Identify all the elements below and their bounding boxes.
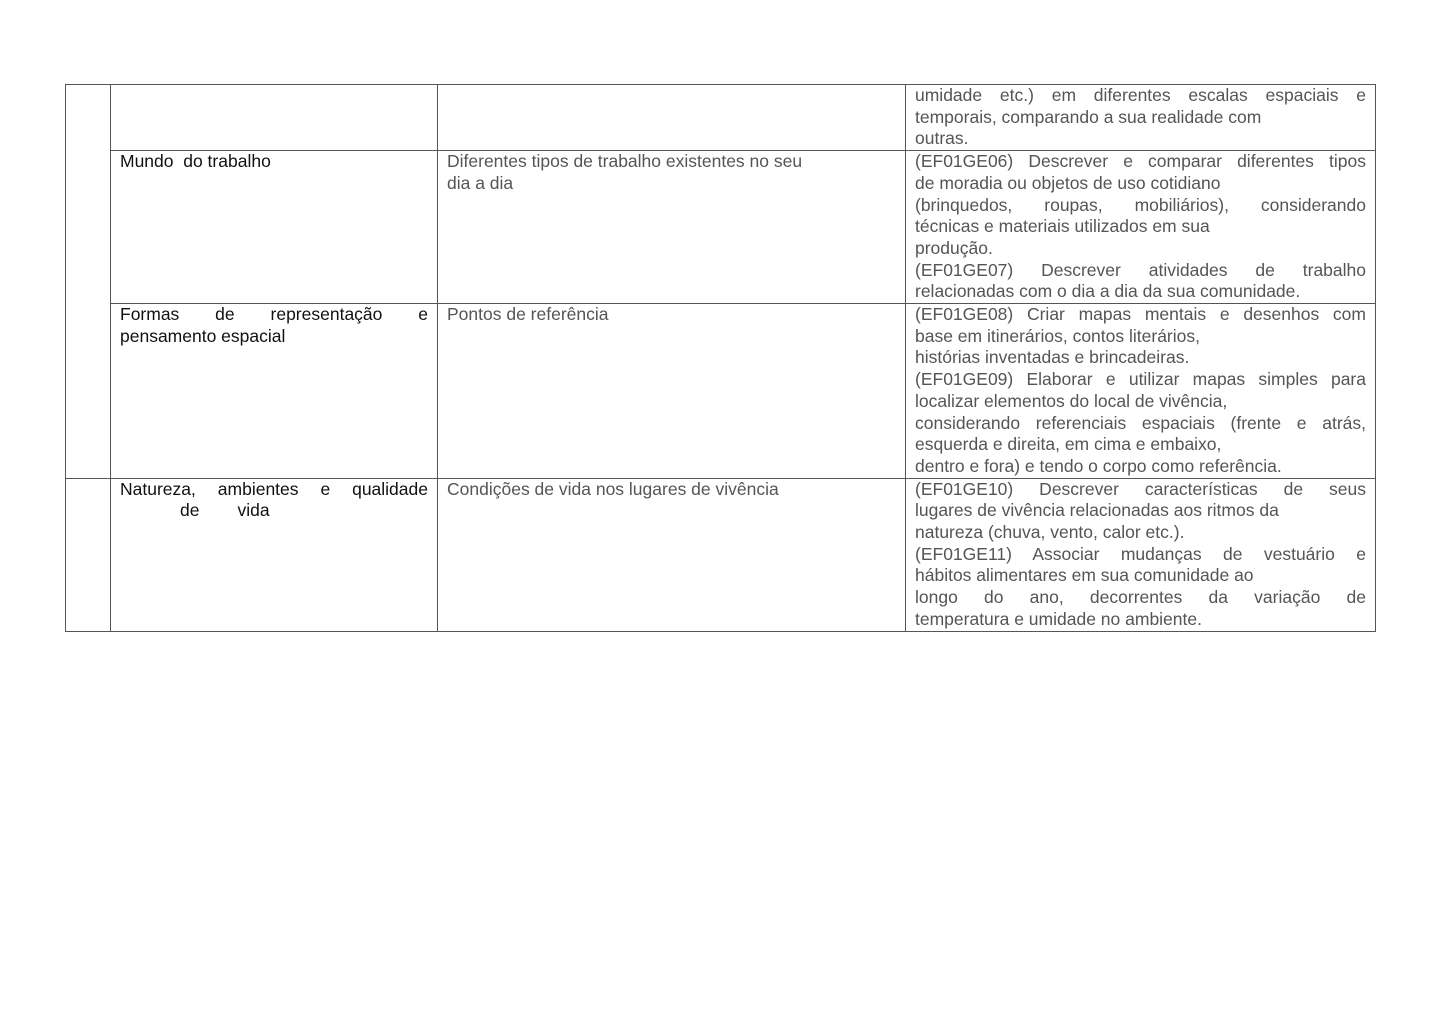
skills-cell <box>906 85 1376 151</box>
thematic-unit-line: Formas de representação e <box>120 304 428 325</box>
table-row <box>66 151 1376 304</box>
skills-line: (EF01GE08) Criar mapas mentais e desenhos com <box>915 304 1366 325</box>
skills-cell <box>906 304 1376 479</box>
thematic-unit-cell <box>111 151 438 304</box>
year-cell <box>66 85 111 479</box>
skills-cell <box>906 478 1376 631</box>
year-cell <box>66 478 111 631</box>
knowledge-object-cell <box>438 478 906 631</box>
table-row <box>66 304 1376 479</box>
knowledge-object-cell <box>438 304 906 479</box>
skills-line: (EF01GE11) Associar mudanças de vestuário e <box>915 543 1366 564</box>
skills-line: longo do ano, decorrentes da variação de <box>915 587 1366 608</box>
skills-line: (EF01GE10) Descrever características de seus <box>915 478 1366 499</box>
skills-line: (EF01GE07) Descrever atividades de trabalho <box>915 259 1366 280</box>
skills-line: temporais, comparando a sua realidade com <box>915 106 1262 127</box>
skills-line: esquerda e direita, em cima e embaixo, <box>915 434 1222 455</box>
thematic-unit-line <box>120 500 428 522</box>
thematic-unit-cell <box>111 304 438 479</box>
skills-line: dentro e fora) e tendo o corpo como referência. <box>915 455 1282 476</box>
skills-line: (EF01GE09) Elaborar e utilizar mapas simples para <box>915 369 1366 390</box>
curriculum-table <box>65 84 1376 632</box>
thematic-unit-word: vida <box>237 500 270 521</box>
knowledge-object-line: Pontos de referência <box>447 304 609 325</box>
skills-line: localizar elementos do local de vivência, <box>915 390 1228 411</box>
skills-line: temperatura e umidade no ambiente. <box>915 608 1202 629</box>
table-row <box>66 85 1376 151</box>
skills-line: base em itinerários, contos literários, <box>915 325 1200 346</box>
skills-line: produção. <box>915 237 993 258</box>
skills-line: outras. <box>915 128 969 149</box>
skills-line: lugares de vivência relacionadas aos ritmos da <box>915 500 1279 521</box>
skills-line: relacionadas com o dia a dia da sua comunidade. <box>915 281 1301 302</box>
knowledge-object-cell <box>438 85 906 151</box>
thematic-unit-cell <box>111 85 438 151</box>
skills-line: natureza (chuva, vento, calor etc.). <box>915 522 1185 543</box>
thematic-unit-line: Natureza, ambientes e qualidade <box>120 478 428 499</box>
knowledge-object-cell <box>438 151 906 304</box>
skills-cell <box>906 151 1376 304</box>
skills-line: histórias inventadas e brincadeiras. <box>915 347 1190 368</box>
knowledge-object-line: Diferentes tipos de trabalho existentes no seu <box>447 151 803 172</box>
skills-line: considerando referenciais espaciais (frente e atrás, <box>915 412 1366 433</box>
thematic-unit-label: Mundo do trabalho <box>120 151 271 172</box>
skills-line: hábitos alimentares em sua comunidade ao <box>915 565 1254 586</box>
skills-line: umidade etc.) em diferentes escalas espaciais e <box>915 85 1366 105</box>
thematic-unit-cell <box>111 478 438 631</box>
skills-line: (EF01GE06) Descrever e comparar diferentes tipos <box>915 151 1366 172</box>
skills-line: (brinquedos, roupas, mobiliários), considerando <box>915 194 1366 215</box>
table-row <box>66 478 1376 631</box>
thematic-unit-line: pensamento espacial <box>120 325 286 346</box>
knowledge-object-line: Condições de vida nos lugares de vivência <box>447 478 779 499</box>
skills-line: de moradia ou objetos de uso cotidiano <box>915 172 1221 193</box>
knowledge-object-line: dia a dia <box>447 172 514 193</box>
thematic-unit-word: de <box>180 500 200 521</box>
skills-line: técnicas e materiais utilizados em sua <box>915 216 1210 237</box>
